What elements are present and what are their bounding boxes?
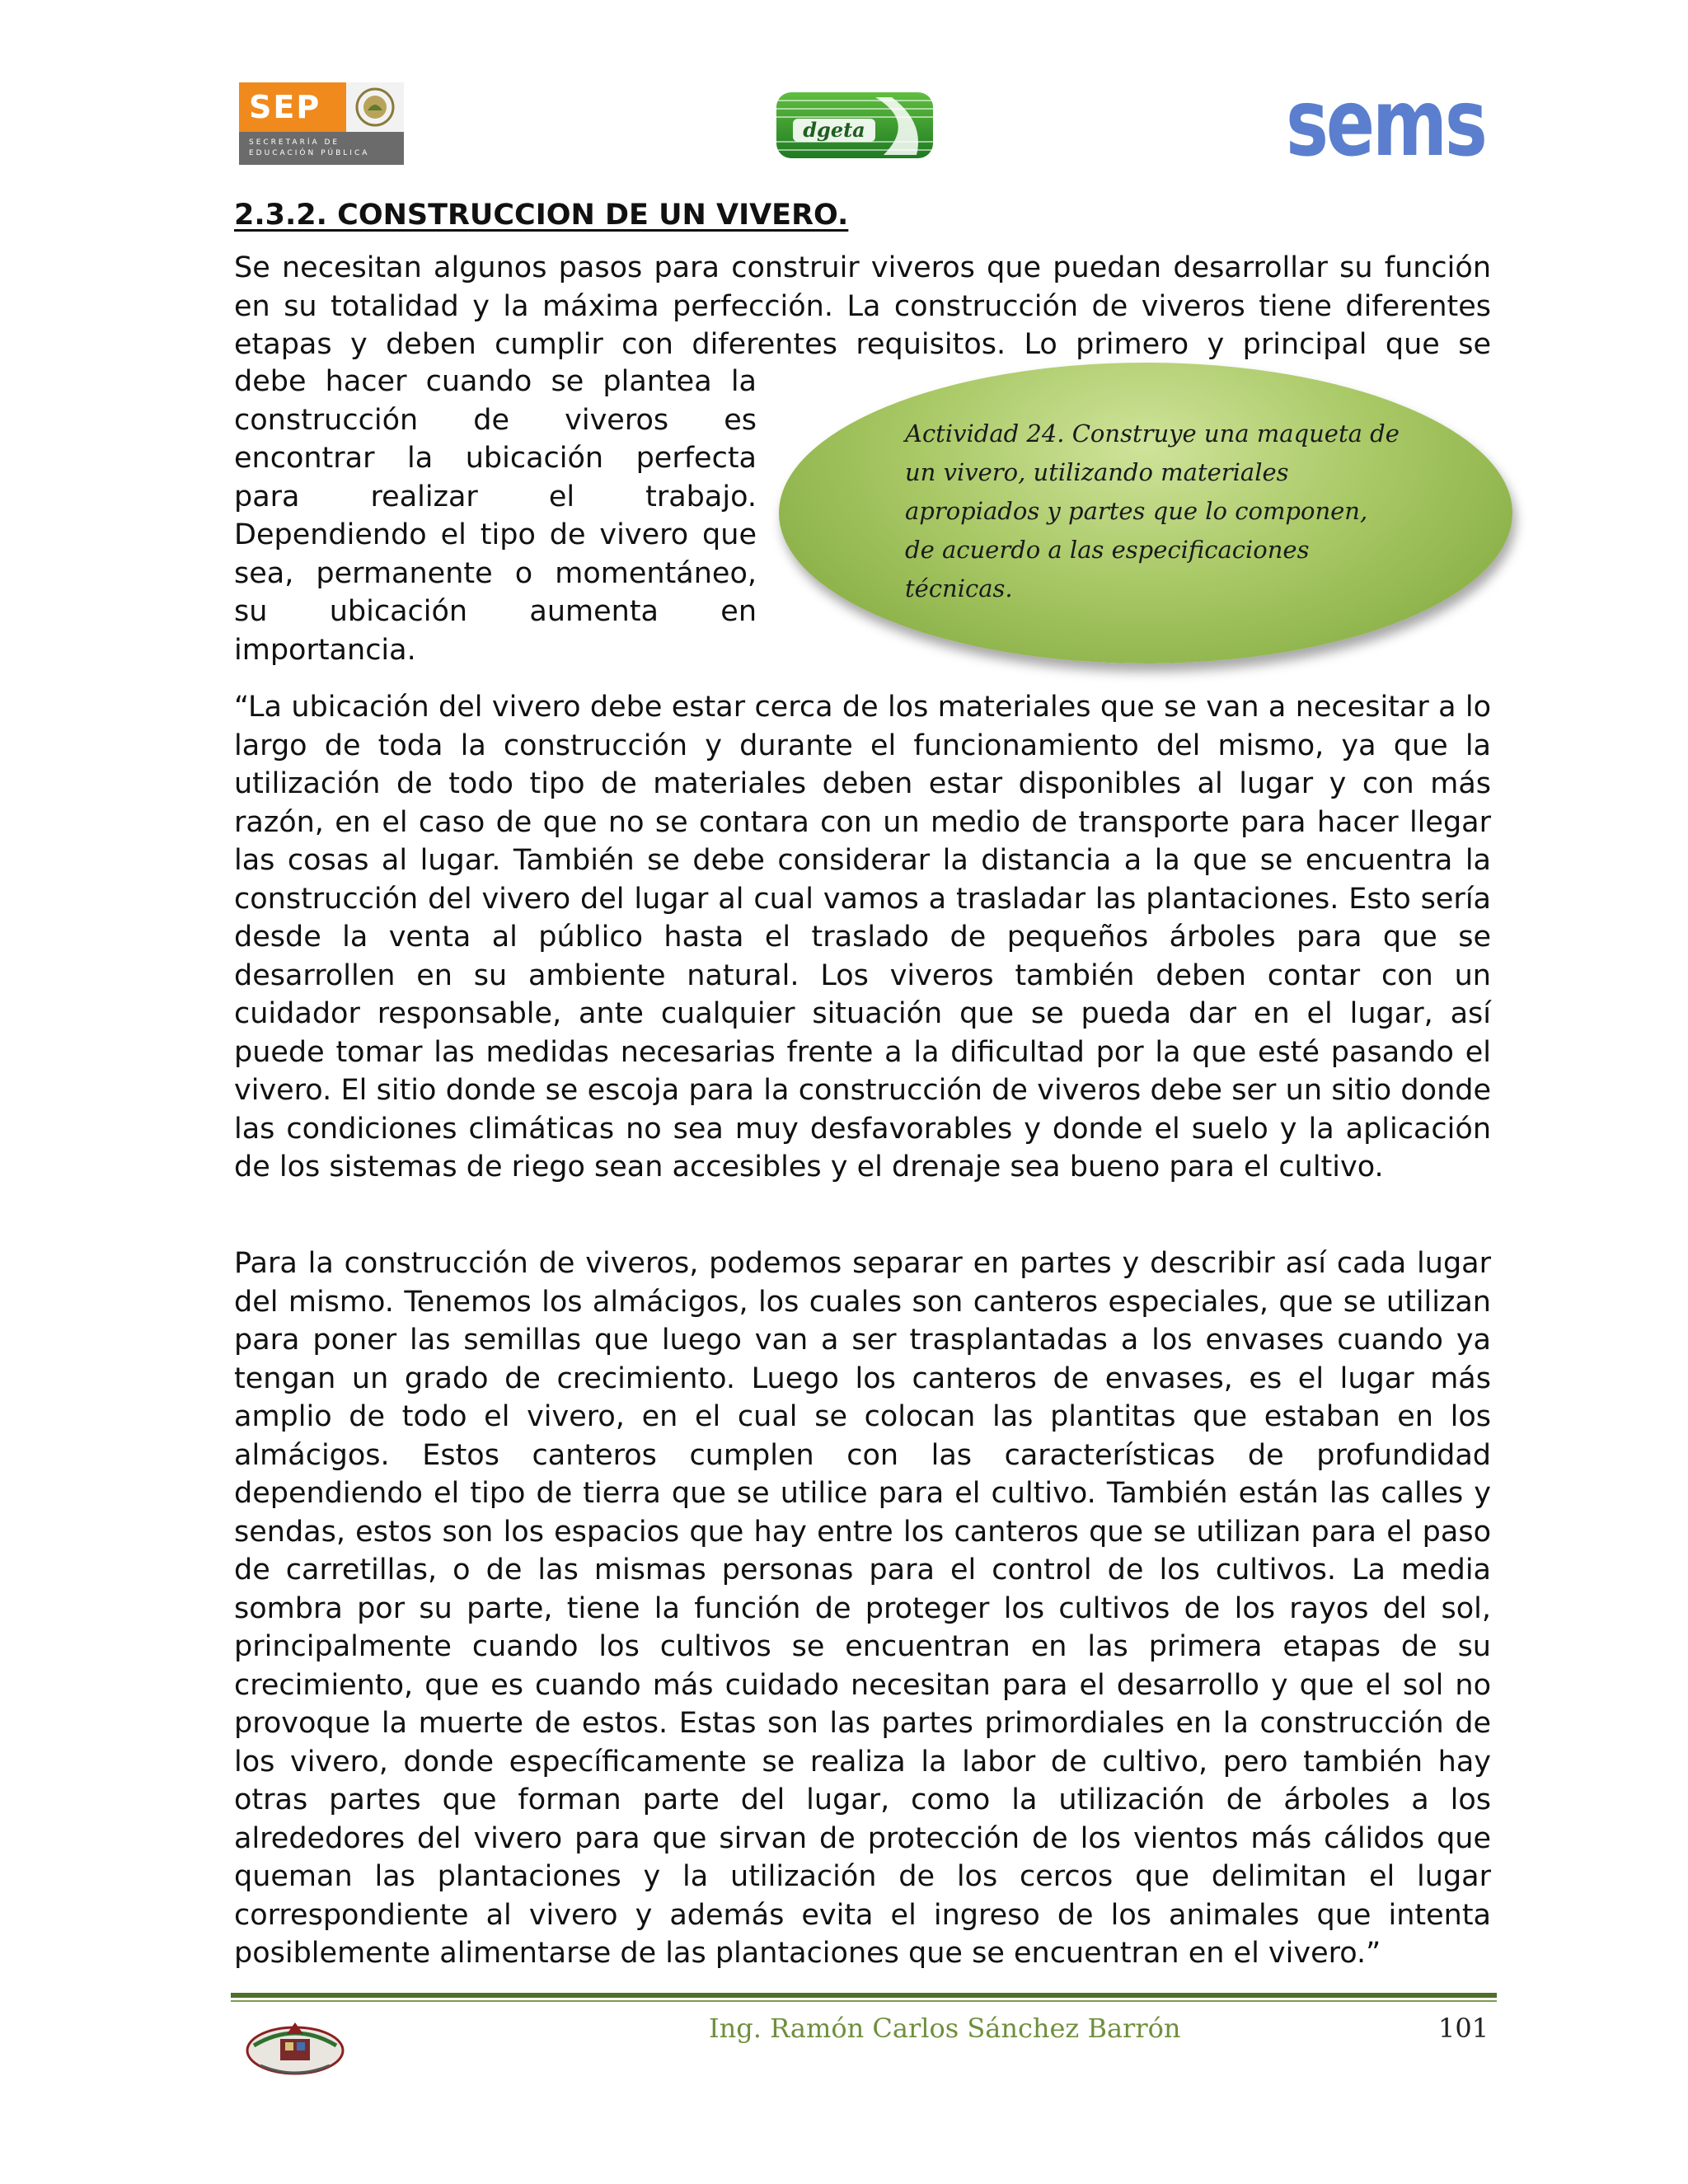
sems-logo: sems xyxy=(1286,70,1485,177)
sep-logo-subtitle: SECRETARÍA DE EDUCACIÓN PÚBLICA xyxy=(239,132,404,165)
mexico-seal-icon xyxy=(346,82,404,132)
dgeta-logo-label: dgeta xyxy=(803,118,865,142)
footer-divider xyxy=(231,1993,1497,1998)
school-emblem-icon xyxy=(244,2018,346,2079)
parts-paragraph: Para la construcción de viveros, podemos separar en partes y describir así cada lugar del mismo. Tenemos los almácigos, los cuales son canteros especiales, que se utilizan para poner las semillas que luego van a ser trasplantadas a los envases cuando ya tengan un grado de crecimiento. Luego los canteros de envases, es el lugar más amplio de todo el vivero, en el cual se colocan las plantitas que estaban en los almácigos. Estos canteros cumplen con las características de profundidad dependiendo el tipo de tierra que se utilice para el cultivo. También están las calles y sendas, estos son los espacios que hay entre los canteros que se utilizan para el paso de carretillas, o de las mismas personas para el control de los cultivos. La media sombra por su parte, tiene la función de proteger los cultivos de los rayos del sol, principalmente cuando los cultivos se encuentran en las primera etapas de su crecimiento, que es cuando más cuidado necesitan para el desarrollo y que el sol no provoque la muerte de estos. Estas son las partes primordiales en la construcción de los vivero, donde específicamente se realiza la labor de cultivo, pero también hay otras partes que forman parte del lugar, como la utilización de árboles a los alrededores del vivero para que sirvan de protección de los vientos más cálidos que queman las plantaciones y la utilización de los cercos que delimitan el lugar correspondiente al vivero y además evita el ingreso de los animales que intenta posiblemente alimentarse de las plantaciones que se encuentran en el vivero.” xyxy=(234,1247,1491,1970)
dgeta-logo xyxy=(776,89,933,162)
sep-logo-label: SEP xyxy=(239,82,346,132)
sep-logo xyxy=(239,82,404,165)
footer-divider-thin xyxy=(231,2000,1497,2002)
section-title: 2.3.2. CONSTRUCCION DE UN VIVERO. xyxy=(234,199,849,232)
activity-text: Actividad 24. Construye una maqueta de un vivero, utilizando materiales apropiados y partes que lo componen, de acuerdo a las especificaciones técnicas. xyxy=(905,419,1400,602)
intro-paragraph: Se necesitan algunos pasos para construir viveros que puedan desarrollar su función en su totalidad y la máxima perfección. La construcción de viveros tiene diferentes etapas y deben cumplir con diferentes requisitos. Lo primero y principal que se xyxy=(234,251,1491,361)
location-paragraph: “La ubicación del vivero debe estar cerca de los materiales que se van a necesitar a lo largo de toda la construcción y durante el funcionamiento del mismo, ya que la utilización de todo tipo de materiales deben estar disponibles al lugar y con más razón, en el caso de que no se contara con un medio de transporte para hacer llegar las cosas al lugar. También se debe considerar la distancia a la que se encuentra la construcción del vivero del lugar al cual vamos a trasladar las plantaciones. Esto sería desde la venta al público hasta el traslado de pequeños árboles para que se desarrollen en su ambiente natural. Los viveros también deben contar con un cuidador responsable, ante cualquier situación que se pueda dar en el lugar, así puede tomar las medidas necesarias frente a la dificultad por la que esté pasando el vivero. El sitio donde se escoja para la construcción de viveros debe ser un sitio donde las condiciones climáticas no sea muy desfavorables y donde el suelo y la aplicación de los sistemas de riego sean accesibles y el drenaje sea bueno para el cultivo. xyxy=(234,691,1491,1183)
page-number: 101 xyxy=(1438,2013,1489,2044)
intro-paragraph-wrapped: debe hacer cuando se plantea la construcción de viveros es encontrar la ubicación perfecta para realizar el trabajo. Dependiendo el tipo de vivero que sea, permanente o momentáneo, su ubicación aumenta en importancia. xyxy=(234,365,757,667)
footer-author: Ing. Ramón Carlos Sánchez Barrón xyxy=(709,2013,1181,2044)
